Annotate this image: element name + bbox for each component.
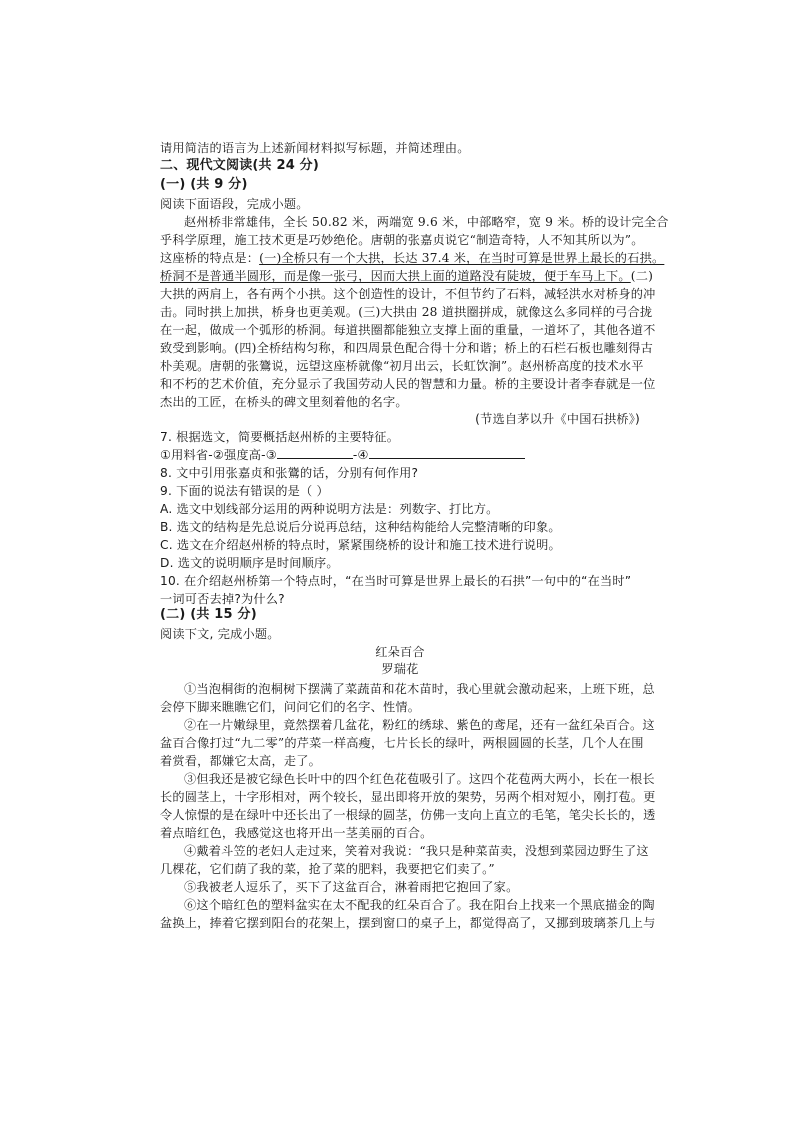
essay-line: ④戴着斗笠的老妇人走过来，笑着对我说：“我只是种菜苗卖，没想到菜园边野生了这	[184, 844, 649, 858]
essay-line: 着赏看，都嫌它太高，走了。	[160, 754, 322, 768]
option-c: C. 选文在介绍赵州桥的特点时，紧紧围绕桥的设计和施工技术进行说明。	[160, 538, 561, 552]
passage-line: 致受到影响。(四)全桥结构匀称，和四周景色配合得十分和谐；桥上的石栏石板也雕刻得古	[160, 341, 654, 355]
essay-line: ②在一片嫩绿里，竟然摆着几盆花，粉红的绣球、紫色的鸢尾，还有一盆红朵百合。这	[184, 718, 655, 732]
essay-author: 罗瑞花	[381, 662, 419, 676]
part2-instruction: 阅读下文, 完成小题。	[160, 627, 280, 641]
essay-line: 长的圆茎上，十字形相对，两个较长，显出即将开放的架势，另两个相对短小，刚打苞。更	[160, 790, 656, 804]
question-10: 10. 在介绍赵州桥第一个特点时，“在当时可算是世界上最长的石拱”一句中的“在当时”	[160, 574, 632, 588]
section-title: 二、现代文阅读(共 24 分)	[160, 158, 320, 173]
question-9: 9. 下面的说法有错误的是（ ）	[160, 484, 329, 498]
part1-title: (一) (共 9 分)	[160, 177, 248, 192]
option-d: D. 选文的说明顺序是时间顺序。	[160, 556, 339, 570]
question-7-answer	[160, 446, 640, 464]
underlined-sentence: (一)全桥只有一个大拱，长达 37.4 米，在当时可算是世界上最长的石拱。	[259, 251, 665, 265]
essay-title: 红朵百合	[375, 645, 425, 659]
passage-line: 击。同时拱上加拱，桥身也更美观。(三)大拱由 28 道拱圈拼成，就像这么多同样的弓合拢	[160, 305, 653, 319]
question-10-cont: 一词可否去掉?为什么?	[160, 592, 285, 606]
passage-line: 和不朽的艺术价值，充分显示了我国劳动人民的智慧和力量。桥的主要设计者李春就是一位	[160, 377, 656, 391]
passage-source: (节选自茅以升《中国石拱桥》)	[475, 412, 640, 426]
passage-text: (二)	[630, 269, 654, 283]
passage-line: 在一起，做成一个弧形的桥洞。每道拱圈都能独立支撑上面的重量，一道坏了，其他各道不	[160, 323, 656, 337]
passage-text: 这座桥的特点是：	[160, 251, 260, 265]
passage-line	[160, 267, 654, 285]
passage-line: 大拱的两肩上，各有两个小拱。这个创造性的设计，不但节约了石料，减轻洪水对桥身的冲	[160, 287, 656, 301]
essay-line: 盆百合像打过“九二零”的芹菜一样高瘦，七片长长的绿叶，两根圆圆的长茎，几个人在围	[160, 736, 644, 750]
answer-blank-3[interactable]	[277, 446, 353, 459]
essay-line: 盆换上，捧着它摆到阳台的花架上，摆到窗口的桌子上，都觉得高了，又挪到玻璃茶几上与	[160, 916, 656, 930]
essay-line: ⑥这个暗红色的塑料盆实在太不配我的红朵百合了。我在阳台上找来一个黑底描金的陶	[184, 898, 655, 912]
prompt-line: 请用简洁的语言为上述新闻材料拟写标题，并简述理由。	[160, 141, 470, 155]
essay-line: ①当泡桐街的泡桐树下摆满了菜蔬苗和花木苗时，我心里就会激动起来，上班下班，总	[184, 682, 655, 696]
answer-text: -④	[352, 448, 369, 462]
underlined-sentence: 桥洞不是普通半圆形，而是像一张弓，因而大拱上面的道路没有陡坡，便于车马上下。	[160, 269, 631, 283]
essay-line: ⑤我被老人逗乐了，买下了这盆百合，淋着雨把它抱回了家。	[184, 880, 519, 894]
essay-line: 会停下脚来瞧瞧它们，问问它们的名字、性情。	[160, 700, 421, 714]
essay-line: 令人惊憬的是在绿叶中还长出了一根绿的圆茎，仿佛一支向上直立的毛笔，笔尖长长的，透	[160, 808, 656, 822]
passage-line: 乎科学原理，施工技术更是巧妙绝伦。唐朝的张嘉贞说它“制造奇特，人不知其所以为”。	[160, 233, 644, 247]
passage-line: 朴美观。唐朝的张鷟说，远望这座桥就像“初月出云，长虹饮涧”。赵州桥高度的技术水平	[160, 359, 644, 373]
passage-line: 赵州桥非常雄伟，全长 50.82 米，两端宽 9.6 米，中部略窄，宽 9 米。桥的设计完全合	[184, 215, 669, 229]
essay-line: ③但我还是被它绿色长叶中的四个红色花苞吸引了。这四个花苞两大两小，长在一根长	[184, 772, 655, 786]
essay-line: 几棵花，它们荫了我的菜，抢了菜的肥料，我要把它们卖了。”	[160, 862, 495, 876]
option-a: A. 选文中划线部分运用的两种说明方法是：列数字、打比方。	[160, 502, 499, 516]
answer-blank-4[interactable]	[369, 446, 525, 459]
option-b: B. 选文的结构是先总说后分说再总结，这种结构能给人完整清晰的印象。	[160, 520, 561, 534]
passage-line	[160, 249, 665, 267]
passage-line: 杰出的工匠，在桥头的碑文里刻着他的名字。	[160, 395, 408, 409]
essay-line: 着点暗红色，我感觉这也将开出一茎美丽的百合。	[160, 826, 433, 840]
answer-text: ①用料省-②强度高-③	[160, 448, 277, 462]
part2-title: (二) (共 15 分)	[160, 607, 257, 622]
part1-instruction: 阅读下面语段，完成小题。	[160, 197, 309, 211]
question-8: 8. 文中引用张嘉贞和张鷟的话，分别有何作用?	[160, 466, 419, 480]
question-7: 7. 根据选文，简要概括赵州桥的主要特征。	[160, 430, 400, 444]
